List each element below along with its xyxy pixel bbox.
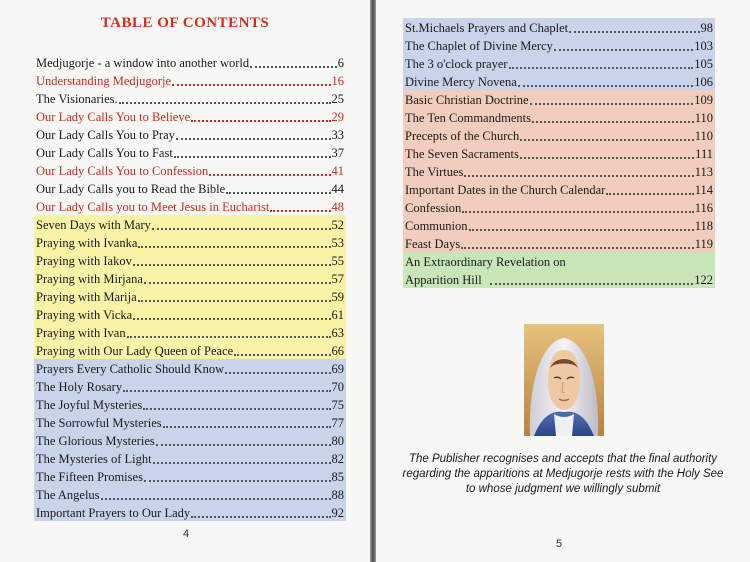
- toc-dot-leader: [462, 211, 693, 213]
- toc-dot-leader: [569, 31, 699, 33]
- toc-entry: [34, 71, 346, 89]
- left-toc-list: [34, 53, 346, 521]
- toc-entry-special: [403, 252, 715, 288]
- toc-dot-leader: [163, 426, 331, 428]
- toc-entry-page: 29: [331, 110, 344, 124]
- toc-entry-title: The Chaplet of Divine Mercy: [405, 39, 553, 53]
- toc-entry-title: Basic Christian Doctrine: [405, 93, 529, 107]
- portrait-image-icon: [524, 324, 604, 436]
- toc-dot-leader: [172, 84, 330, 86]
- toc-entry-title: The Glorious Mysteries: [36, 434, 155, 448]
- toc-entry-title: Our Lady Calls you to Read the Bible: [36, 182, 226, 196]
- toc-entry: [403, 234, 715, 252]
- toc-entry: [403, 180, 715, 198]
- toc-entry: [34, 449, 346, 467]
- toc-dot-leader: [101, 498, 331, 500]
- toc-entry-page: 110: [694, 129, 713, 143]
- toc-dot-leader: [143, 408, 330, 410]
- toc-entry-title: Important Dates in the Church Calendar: [405, 183, 606, 197]
- toc-entry: [34, 503, 346, 521]
- toc-dot-leader: [153, 462, 331, 464]
- toc-entry-title: Praying with Iakov: [36, 254, 132, 268]
- toc-entry: [34, 485, 346, 503]
- toc-entry-page: 6: [337, 56, 344, 70]
- toc-dot-leader: [530, 103, 694, 105]
- toc-dot-leader: [461, 247, 694, 249]
- toc-entry: [403, 198, 715, 216]
- toc-entry-title: Seven Days with Mary: [36, 218, 151, 232]
- toc-entry-page: 103: [694, 39, 713, 53]
- toc-entry-page: 116: [694, 201, 713, 215]
- toc-dot-leader: [144, 282, 331, 284]
- toc-dot-leader: [234, 354, 330, 356]
- toc-entry: [34, 395, 346, 413]
- toc-entry-title: Our Lady Calls You to Pray: [36, 128, 175, 142]
- toc-entry-page: 109: [694, 93, 713, 107]
- toc-entry: [34, 269, 346, 287]
- toc-entry-title: The Visionaries.: [36, 92, 118, 106]
- toc-entry-title: Our Lady Calls You to Believe: [36, 110, 191, 124]
- toc-entry-title: Praying with Ivan: [36, 326, 126, 340]
- toc-entry: [34, 305, 346, 323]
- toc-dot-leader: [226, 192, 330, 194]
- toc-entry: [34, 341, 346, 359]
- toc-dot-leader: [152, 228, 331, 230]
- toc-entry-page: 110: [694, 111, 713, 125]
- toc-title: TABLE OF CONTENTS: [100, 15, 270, 31]
- toc-dot-leader: [138, 246, 330, 248]
- toc-entry-page: 119: [694, 237, 713, 251]
- toc-entry-page: 52: [331, 218, 344, 232]
- toc-entry: [34, 431, 346, 449]
- toc-entry: [34, 179, 346, 197]
- toc-entry: [34, 251, 346, 269]
- toc-dot-leader: [225, 372, 330, 374]
- toc-entry: [403, 72, 715, 90]
- toc-entry-page: 82: [331, 452, 344, 466]
- toc-entry-page: 53: [331, 236, 344, 250]
- toc-entry: [34, 161, 346, 179]
- toc-entry-title: The Angelus: [36, 488, 100, 502]
- toc-entry-title: The Virtues: [405, 165, 464, 179]
- toc-entry-page: 122: [694, 273, 713, 287]
- toc-entry-page: 92: [331, 506, 344, 520]
- toc-dot-leader: [191, 516, 330, 518]
- toc-entry-title: Praying with Marija: [36, 290, 137, 304]
- toc-entry-page: 105: [694, 57, 713, 71]
- toc-entry-title: Our Lady Calls you to Meet Jesus in Eucharist: [36, 200, 270, 214]
- toc-entry-page: 75: [331, 398, 344, 412]
- toc-entry-page: 113: [694, 165, 713, 179]
- toc-entry: [403, 54, 715, 72]
- toc-dot-leader: [127, 336, 331, 338]
- toc-entry-title: Praying with Vicka: [36, 308, 133, 322]
- toc-dot-leader: [606, 193, 693, 195]
- toc-entry-title: The Mysteries of Light: [36, 452, 152, 466]
- toc-entry: [34, 413, 346, 431]
- toc-entry-title: Confession: [405, 201, 462, 215]
- toc-entry-page: 114: [694, 183, 713, 197]
- toc-entry-page: 57: [331, 272, 344, 286]
- toc-entry: [34, 233, 346, 251]
- toc-dot-leader: [532, 121, 694, 123]
- toc-dot-leader: [156, 444, 331, 446]
- toc-entry-page: 88: [331, 488, 344, 502]
- toc-dot-leader: [509, 67, 694, 69]
- toc-entry-title: Feast Days: [405, 237, 461, 251]
- publisher-disclaimer: The Publisher recognises and accepts that the final authority regarding the apparitions at Medjugorje rests with the Holy See to whose judgment we willingly submit: [402, 453, 724, 495]
- toc-entry: [403, 162, 715, 180]
- toc-entry-title: Precepts of the Church: [405, 129, 520, 143]
- toc-dot-leader: [144, 480, 331, 482]
- right-toc-list: [403, 18, 715, 288]
- toc-entry-title: The 3 o'clock prayer: [405, 57, 508, 71]
- toc-entry-title: Medjugorje - a window into another world: [36, 56, 250, 70]
- toc-entry-page: 48: [331, 200, 344, 214]
- toc-entry-title-line1: An Extraordinary Revelation on: [405, 255, 566, 269]
- toc-entry-page: 111: [695, 147, 713, 161]
- toc-dot-leader: [464, 175, 693, 177]
- toc-dot-leader: [138, 300, 331, 302]
- toc-entry: [403, 90, 715, 108]
- toc-entry: [34, 359, 346, 377]
- toc-entry-page: 44: [331, 182, 344, 196]
- toc-entry-title: Praying with Ivanka: [36, 236, 138, 250]
- toc-entry: [403, 36, 715, 54]
- right-page-number: 5: [556, 538, 563, 550]
- toc-entry-title: Praying with Mirjana: [36, 272, 143, 286]
- toc-entry: [34, 215, 346, 233]
- toc-entry-title: The Ten Commandments: [405, 111, 531, 125]
- toc-entry-page: 55: [331, 254, 344, 268]
- toc-entry-page: 61: [331, 308, 344, 322]
- toc-dot-leader: [250, 66, 337, 68]
- toc-entry-page: 63: [331, 326, 344, 340]
- toc-dot-leader: [518, 85, 693, 87]
- toc-dot-leader: [209, 174, 330, 176]
- toc-dot-leader: [520, 157, 694, 159]
- toc-dot-leader: [123, 390, 330, 392]
- toc-entry-title: The Seven Sacraments: [405, 147, 519, 161]
- toc-entry: [403, 18, 715, 36]
- toc-entry-page: 98: [700, 21, 713, 35]
- toc-entry: [34, 53, 346, 71]
- toc-dot-leader: [490, 283, 694, 285]
- toc-entry-page: 80: [331, 434, 344, 448]
- left-page: [0, 0, 370, 562]
- toc-dot-leader: [191, 120, 330, 122]
- toc-dot-leader: [119, 102, 331, 104]
- toc-entry-title: The Sorrowful Mysteries: [36, 416, 162, 430]
- toc-entry-page: 69: [331, 362, 344, 376]
- toc-entry: [34, 143, 346, 161]
- toc-entry-title: Praying with Our Lady Queen of Peace: [36, 344, 234, 358]
- toc-entry: [34, 107, 346, 125]
- toc-entry-page: 41: [331, 164, 344, 178]
- toc-entry: [403, 216, 715, 234]
- toc-entry-page: 70: [331, 380, 344, 394]
- toc-entry: [403, 108, 715, 126]
- toc-entry-title: Our Lady Calls You to Confession: [36, 164, 209, 178]
- toc-entry-title: The Fifteen Promises: [36, 470, 143, 484]
- toc-entry: [34, 125, 346, 143]
- toc-entry: [34, 377, 346, 395]
- toc-entry-title: Our Lady Calls You to Fast: [36, 146, 173, 160]
- toc-dot-leader: [133, 264, 331, 266]
- virgin-mary-portrait: [524, 324, 604, 436]
- toc-entry-page: 33: [331, 128, 344, 142]
- toc-dot-leader: [176, 138, 331, 140]
- toc-entry-title: Important Prayers to Our Lady: [36, 506, 191, 520]
- toc-entry-page: 37: [331, 146, 344, 160]
- toc-dot-leader: [174, 156, 331, 158]
- toc-entry-page: 66: [331, 344, 344, 358]
- left-page-number: 4: [183, 528, 190, 540]
- toc-entry: [34, 197, 346, 215]
- toc-entry-page: 118: [694, 219, 713, 233]
- toc-dot-leader: [469, 229, 694, 231]
- toc-dot-leader: [133, 318, 330, 320]
- toc-entry-title: Divine Mercy Novena: [405, 75, 517, 89]
- toc-entry-title: Understanding Medjugorje: [36, 74, 172, 88]
- right-page: [376, 0, 750, 562]
- toc-dot-leader: [554, 49, 693, 51]
- toc-entry-page: 25: [331, 92, 344, 106]
- toc-entry-page: 85: [331, 470, 344, 484]
- toc-entry-title: Prayers Every Catholic Should Know: [36, 362, 225, 376]
- toc-entry: [34, 89, 346, 107]
- toc-entry-title-line2: Apparition Hill: [405, 273, 482, 287]
- toc-entry-title: Communion: [405, 219, 468, 233]
- toc-entry: [403, 126, 715, 144]
- toc-entry: [34, 467, 346, 485]
- toc-entry-page: 59: [331, 290, 344, 304]
- toc-entry: [403, 144, 715, 162]
- toc-dot-leader: [520, 139, 694, 141]
- toc-dot-leader: [270, 210, 330, 212]
- toc-entry-title: The Joyful Mysteries: [36, 398, 143, 412]
- toc-entry: [34, 323, 346, 341]
- toc-entry-title: St.Michaels Prayers and Chaplet: [405, 21, 569, 35]
- toc-entry-title: The Holy Rosary: [36, 380, 123, 394]
- toc-entry-page: 16: [331, 74, 344, 88]
- toc-entry: [34, 287, 346, 305]
- toc-entry-page: 106: [694, 75, 713, 89]
- toc-entry-page: 77: [331, 416, 344, 430]
